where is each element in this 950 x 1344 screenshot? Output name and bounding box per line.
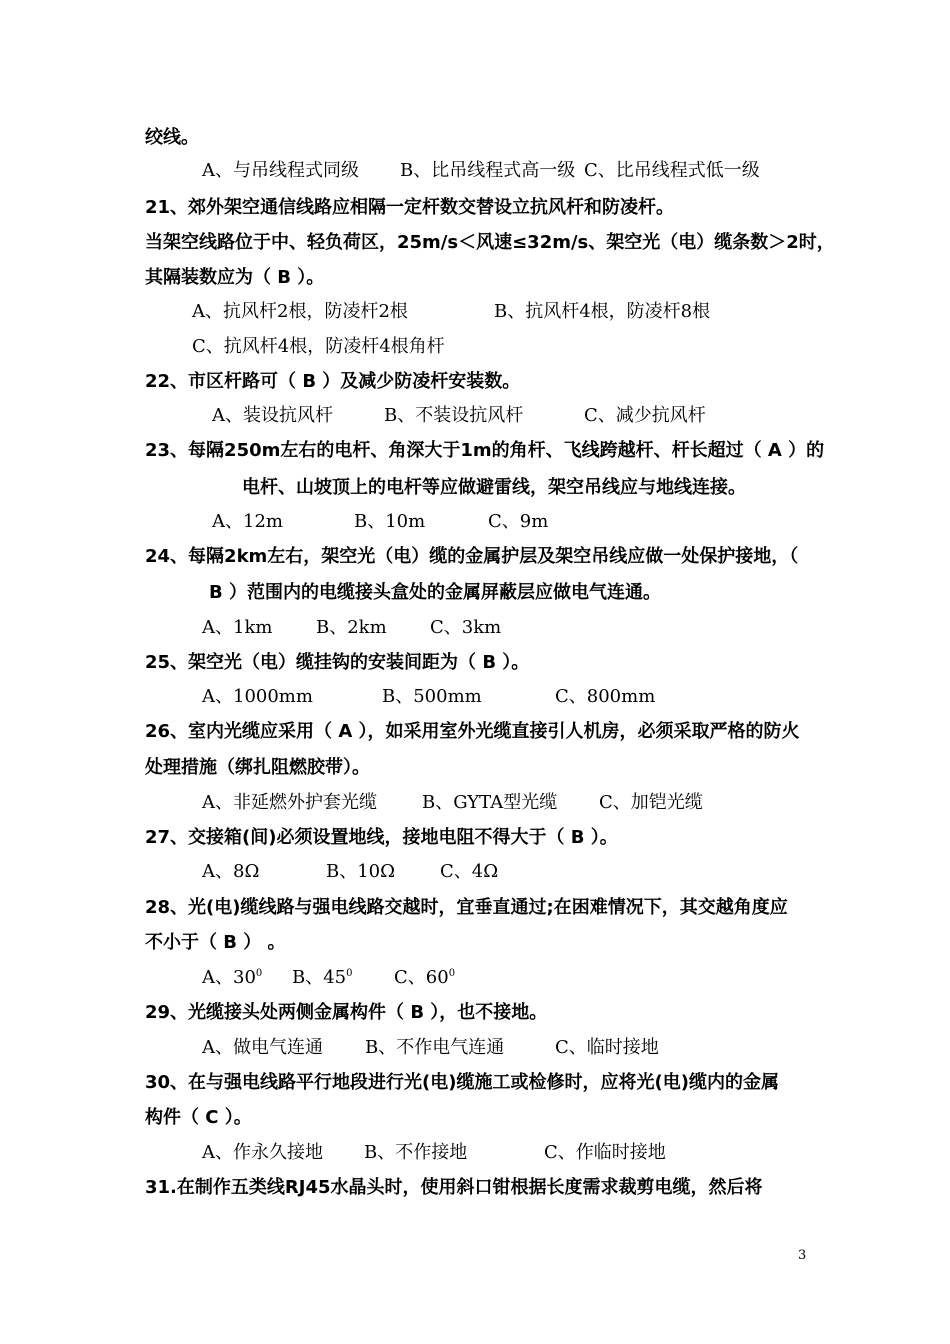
options-line <box>202 1141 666 1165</box>
option: B、不作接地 <box>364 1142 468 1163</box>
degree-superscript: 0 <box>448 968 456 979</box>
options-line <box>202 791 703 815</box>
question-26: 26、室内光缆应采用（ A ），如采用室外光缆直接引人机房，必须采取严格的防火 <box>145 721 800 742</box>
text-line: 绞线。 <box>145 127 199 148</box>
option <box>202 966 292 990</box>
option: C、临时接地 <box>555 1037 659 1058</box>
option: A、非延燃外护套光缆 <box>202 792 377 813</box>
option: C、3km <box>430 617 502 638</box>
option: B、2km <box>316 617 387 638</box>
option: C、800mm <box>555 686 656 707</box>
option: A、做电气连通 <box>202 1037 323 1058</box>
option: A、作永久接地 <box>202 1142 323 1163</box>
option: A、1000mm <box>202 686 313 707</box>
text-line: 不小于（ B ） 。 <box>145 932 286 953</box>
options-line <box>192 335 445 359</box>
degree-superscript: 0 <box>255 968 263 979</box>
text-line: 电杆、山坡顶上的电杆等应做避雷线，架空吊线应与地线连接。 <box>242 477 746 498</box>
option: B、不装设抗风杆 <box>384 405 524 426</box>
option: B、500mm <box>382 686 482 707</box>
question-31: 31.在制作五类线RJ45水晶头时，使用斜口钳根据长度需求裁剪电缆，然后将 <box>145 1177 763 1198</box>
text-line: 当架空线路位于中、轻负荷区，25m/s＜风速≤32m/s、架空光（电）缆条数＞2时， <box>145 232 835 253</box>
text-line: 其隔装数应为（ B ）。 <box>145 267 325 288</box>
text-line: 构件（ C ）。 <box>145 1107 252 1128</box>
option: C、加铠光缆 <box>599 792 703 813</box>
option: A、抗风杆2根，防凌杆2根 <box>192 301 408 322</box>
options-line <box>202 685 655 709</box>
question-22: 22、市区杆路可（ B ）及减少防凌杆安装数。 <box>145 371 521 392</box>
options-line <box>192 300 710 324</box>
option-label: A、30 <box>202 967 256 988</box>
page-number: 3 <box>798 1248 807 1263</box>
option: B、10Ω <box>326 861 396 882</box>
option: A、1km <box>202 617 273 638</box>
options-line <box>202 1036 659 1060</box>
question-24: 24、每隔2km左右，架空光（电）缆的金属护层及架空吊线应做一处保护接地，（ <box>145 546 799 567</box>
option: A、装设抗风杆 <box>212 405 333 426</box>
option <box>394 966 455 990</box>
option: B、抗风杆4根，防凌杆8根 <box>494 301 711 322</box>
option: C、减少抗风杆 <box>584 405 706 426</box>
option-label: C、60 <box>394 967 449 988</box>
option: B、比吊线程式高一级 <box>400 160 576 181</box>
text-line: 处理措施（绑扎阻燃胶带）。 <box>145 757 370 778</box>
question-30: 30、在与强电线路平行地段进行光(电)缆施工或检修时，应将光(电)缆内的金属 <box>145 1072 779 1093</box>
question-29: 29、光缆接头处两侧金属构件（ B ），也不接地。 <box>145 1002 548 1023</box>
option: B、不作电气连通 <box>365 1037 505 1058</box>
question-21: 21、郊外架空通信线路应相隔一定杆数交替设立抗风杆和防凌杆。 <box>145 197 675 218</box>
option: C、比吊线程式低一级 <box>584 160 760 181</box>
option-label: B、45 <box>292 967 347 988</box>
options-line <box>202 159 760 183</box>
option: C、9m <box>488 511 549 532</box>
question-28: 28、光(电)缆线路与强电线路交越时，宜垂直通过;在困难情况下，其交越角度应 <box>145 897 788 918</box>
options-line <box>202 966 455 990</box>
degree-superscript: 0 <box>346 968 353 979</box>
option: C、作临时接地 <box>544 1142 666 1163</box>
option: B、GYTA型光缆 <box>422 792 558 813</box>
option: A、12m <box>212 511 283 532</box>
question-25: 25、架空光（电）缆挂钩的安装间距为（ B ）。 <box>145 652 530 673</box>
option: B、10m <box>354 511 426 532</box>
question-27: 27、交接箱(间)必须设置地线，接地电阻不得大于（ B ）。 <box>145 827 618 848</box>
options-line <box>212 510 548 534</box>
option: C、抗风杆4根，防凌杆4根角杆 <box>192 336 445 357</box>
options-line <box>212 404 706 428</box>
option: A、8Ω <box>202 861 260 882</box>
option: A、与吊线程式同级 <box>202 160 359 181</box>
option <box>292 966 394 990</box>
options-line <box>202 860 498 884</box>
options-line <box>202 616 501 640</box>
question-23: 23、每隔250m左右的电杆、角深大于1m的角杆、飞线跨越杆、杆长超过（ A ）的 <box>145 440 825 461</box>
option: C、4Ω <box>440 861 499 882</box>
text-line: B ）范围内的电缆接头盒处的金属屏蔽层应做电气连通。 <box>209 582 661 603</box>
